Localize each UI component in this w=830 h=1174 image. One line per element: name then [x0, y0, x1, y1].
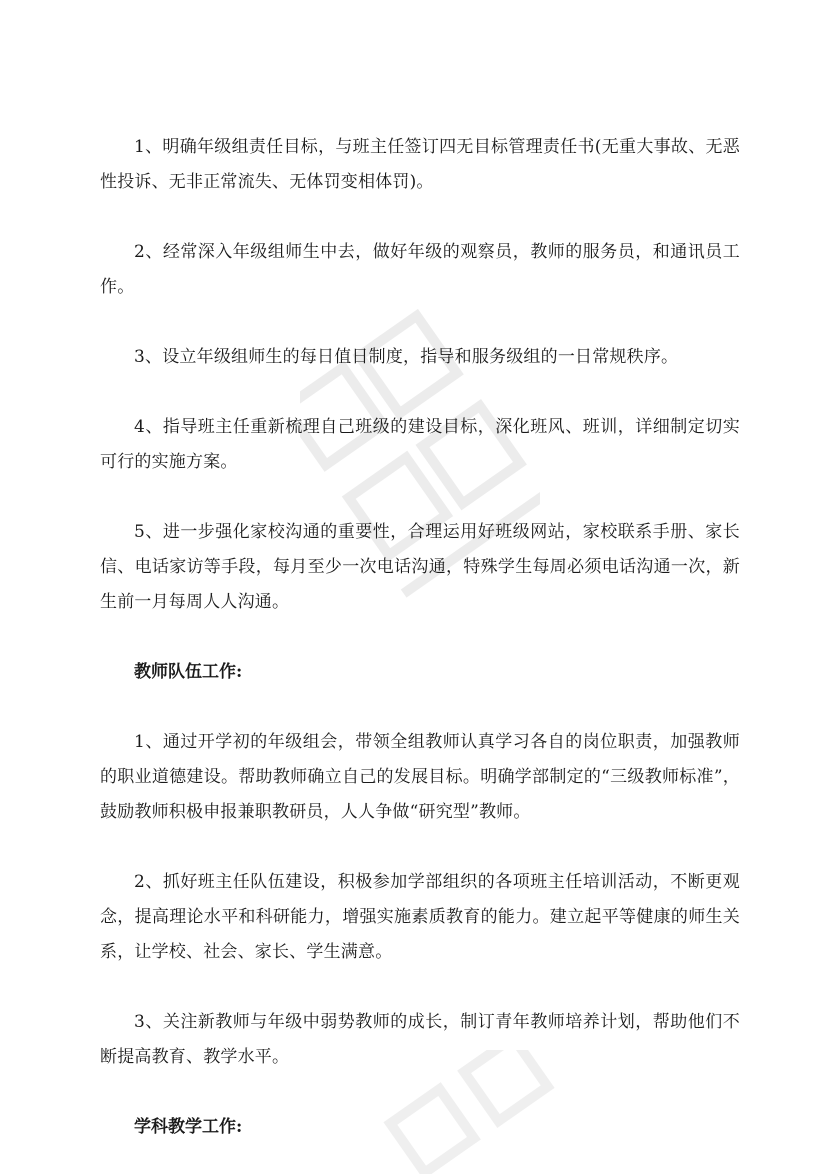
paragraph-1: 1、明确年级组责任目标，与班主任签订四无目标管理责任书(无重大事故、无恶性投诉、无非正常流失、无体罚变相体罚)。 — [100, 137, 740, 192]
section-heading-teaching: 学科教学工作: — [134, 1117, 243, 1137]
teachers-paragraph-3: 3、关注新教师与年级中弱势教师的成长，制订青年教师培养计划，帮助他们不断提高教育、教学水平。 — [100, 1012, 740, 1067]
document-body — [100, 130, 740, 1145]
paragraph-5: 5、进一步强化家校沟通的重要性，合理运用好班级网站，家校联系手册、家长信、电话家访等手段，每月至少一次电话沟通，特殊学生每周必须电话沟通一次，新生前一月每周人人沟通。 — [100, 522, 740, 612]
teachers-paragraph-1: 1、通过开学初的年级组会，带领全组教师认真学习各自的岗位职责，加强教师的职业道德建设。帮助教师确立自己的发展目标。明确学部制定的“三级教师标准”，鼓励教师积极申报兼职教研员，人人争做“研究型”教师。 — [100, 732, 740, 822]
section-heading-teachers: 教师队伍工作: — [134, 662, 243, 682]
paragraph-2: 2、经常深入年级组师生中去，做好年级的观察员，教师的服务员，和通讯员工作。 — [100, 242, 740, 297]
paragraph-4: 4、指导班主任重新梳理自己班级的建设目标，深化班风、班训，详细制定切实可行的实施方案。 — [100, 417, 740, 472]
teachers-paragraph-2: 2、抓好班主任队伍建设，积极参加学部组织的各项班主任培训活动，不断更观念，提高理论水平和科研能力，增强实施素质教育的能力。建立起平等健康的师生关系，让学校、社会、家长、学生满意。 — [100, 872, 740, 962]
paragraph-3: 3、设立年级组师生的每日值日制度，指导和服务级组的一日常规秩序。 — [134, 347, 679, 367]
